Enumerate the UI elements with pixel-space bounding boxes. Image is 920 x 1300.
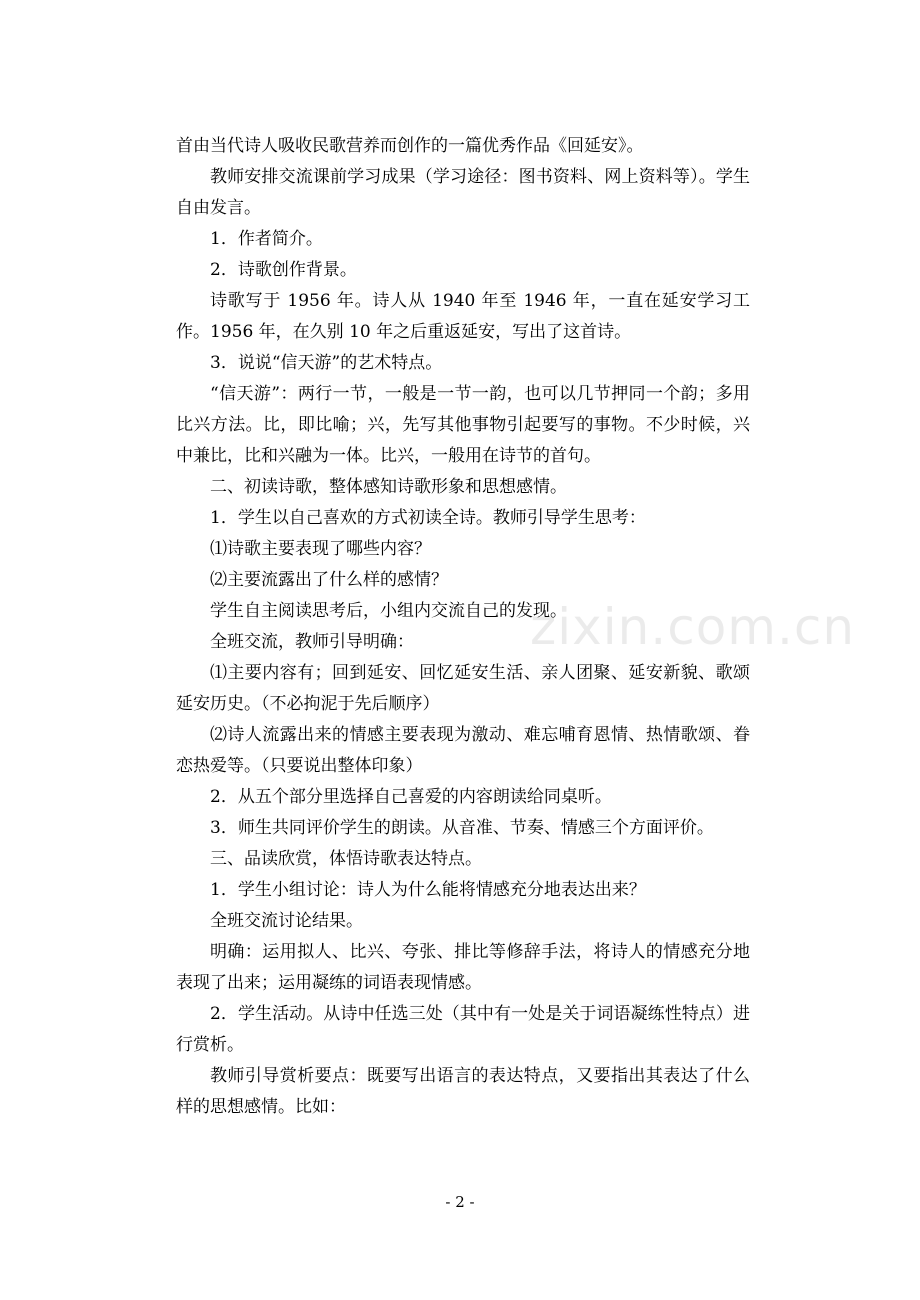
question-item: ⑵主要流露出了什么样的感情？ (210, 570, 448, 590)
paragraph: 教师安排交流课前学习成果（学习途径：图书资料、网上资料等）。学生自由发言。 (176, 167, 750, 218)
answer-item: ⑵诗人流露出来的情感主要表现为激动、难忘哺育恩情、热情歌颂、眷恋热爱等。（只要说出整体印象） (176, 725, 750, 776)
list-item: 3．师生共同评价学生的朗读。从音准、节奏、情感三个方面评价。 (210, 818, 714, 838)
section-heading: 二、初读诗歌，整体感知诗歌形象和思想感情。 (210, 477, 567, 497)
section-heading: 三、品读欣赏，体悟诗歌表达特点。 (210, 849, 482, 869)
list-item: 1．作者简介。 (210, 229, 323, 249)
paragraph: 明确：运用拟人、比兴、夸张、排比等修辞手法，将诗人的情感充分地表现了出来；运用凝练的词语表现情感。 (176, 942, 750, 993)
question-item: ⑴诗歌主要表现了哪些内容？ (210, 539, 431, 559)
list-item: 2．学生活动。从诗中任选三处（其中有一处是关于词语凝练性特点）进行赏析。 (176, 1004, 750, 1055)
list-item: 2．诗歌创作背景。 (210, 260, 357, 280)
paragraph: 首由当代诗人吸收民歌营养而创作的一篇优秀作品《回延安》。 (176, 136, 644, 156)
list-item: 1．学生以自己喜欢的方式初读全诗。教师引导学生思考： (210, 508, 646, 528)
paragraph: 教师引导赏析要点：既要写出语言的表达特点，又要指出其表达了什么样的思想感情。比如： (176, 1066, 750, 1117)
paragraph: 诗歌写于 1956 年。诗人从 1940 年至 1946 年，一直在延安学习工作。1956 年，在久别 10 年之后重返延安，写出了这首诗。 (176, 291, 750, 342)
paragraph: 全班交流，教师引导明确： (210, 632, 414, 652)
paragraph: 全班交流讨论结果。 (210, 911, 363, 931)
list-item: 2．从五个部分里选择自己喜爱的内容朗读给同桌听。 (210, 787, 612, 807)
paragraph: 学生自主阅读思考后，小组内交流自己的发现。 (210, 601, 567, 621)
document-body (176, 131, 750, 1123)
page-number: - 2 - (445, 1193, 475, 1211)
watermark: zixin.com.cn (530, 598, 856, 656)
list-item: 3．说说“信天游”的艺术特点。 (210, 353, 443, 373)
list-item: 1．学生小组讨论：诗人为什么能将情感充分地表达出来？ (210, 880, 646, 900)
answer-item: ⑴主要内容有；回到延安、回忆延安生活、亲人团聚、延安新貌、歌颂延安历史。（不必拘泥于先后顺序） (176, 663, 750, 714)
paragraph: “信天游”：两行一节，一般是一节一韵，也可以几节押同一个韵；多用比兴方法。比，即比喻；兴，先写其他事物引起要写的事物。不少时候，兴中兼比，比和兴融为一体。比兴，一般用在诗节的首句。 (176, 384, 750, 466)
